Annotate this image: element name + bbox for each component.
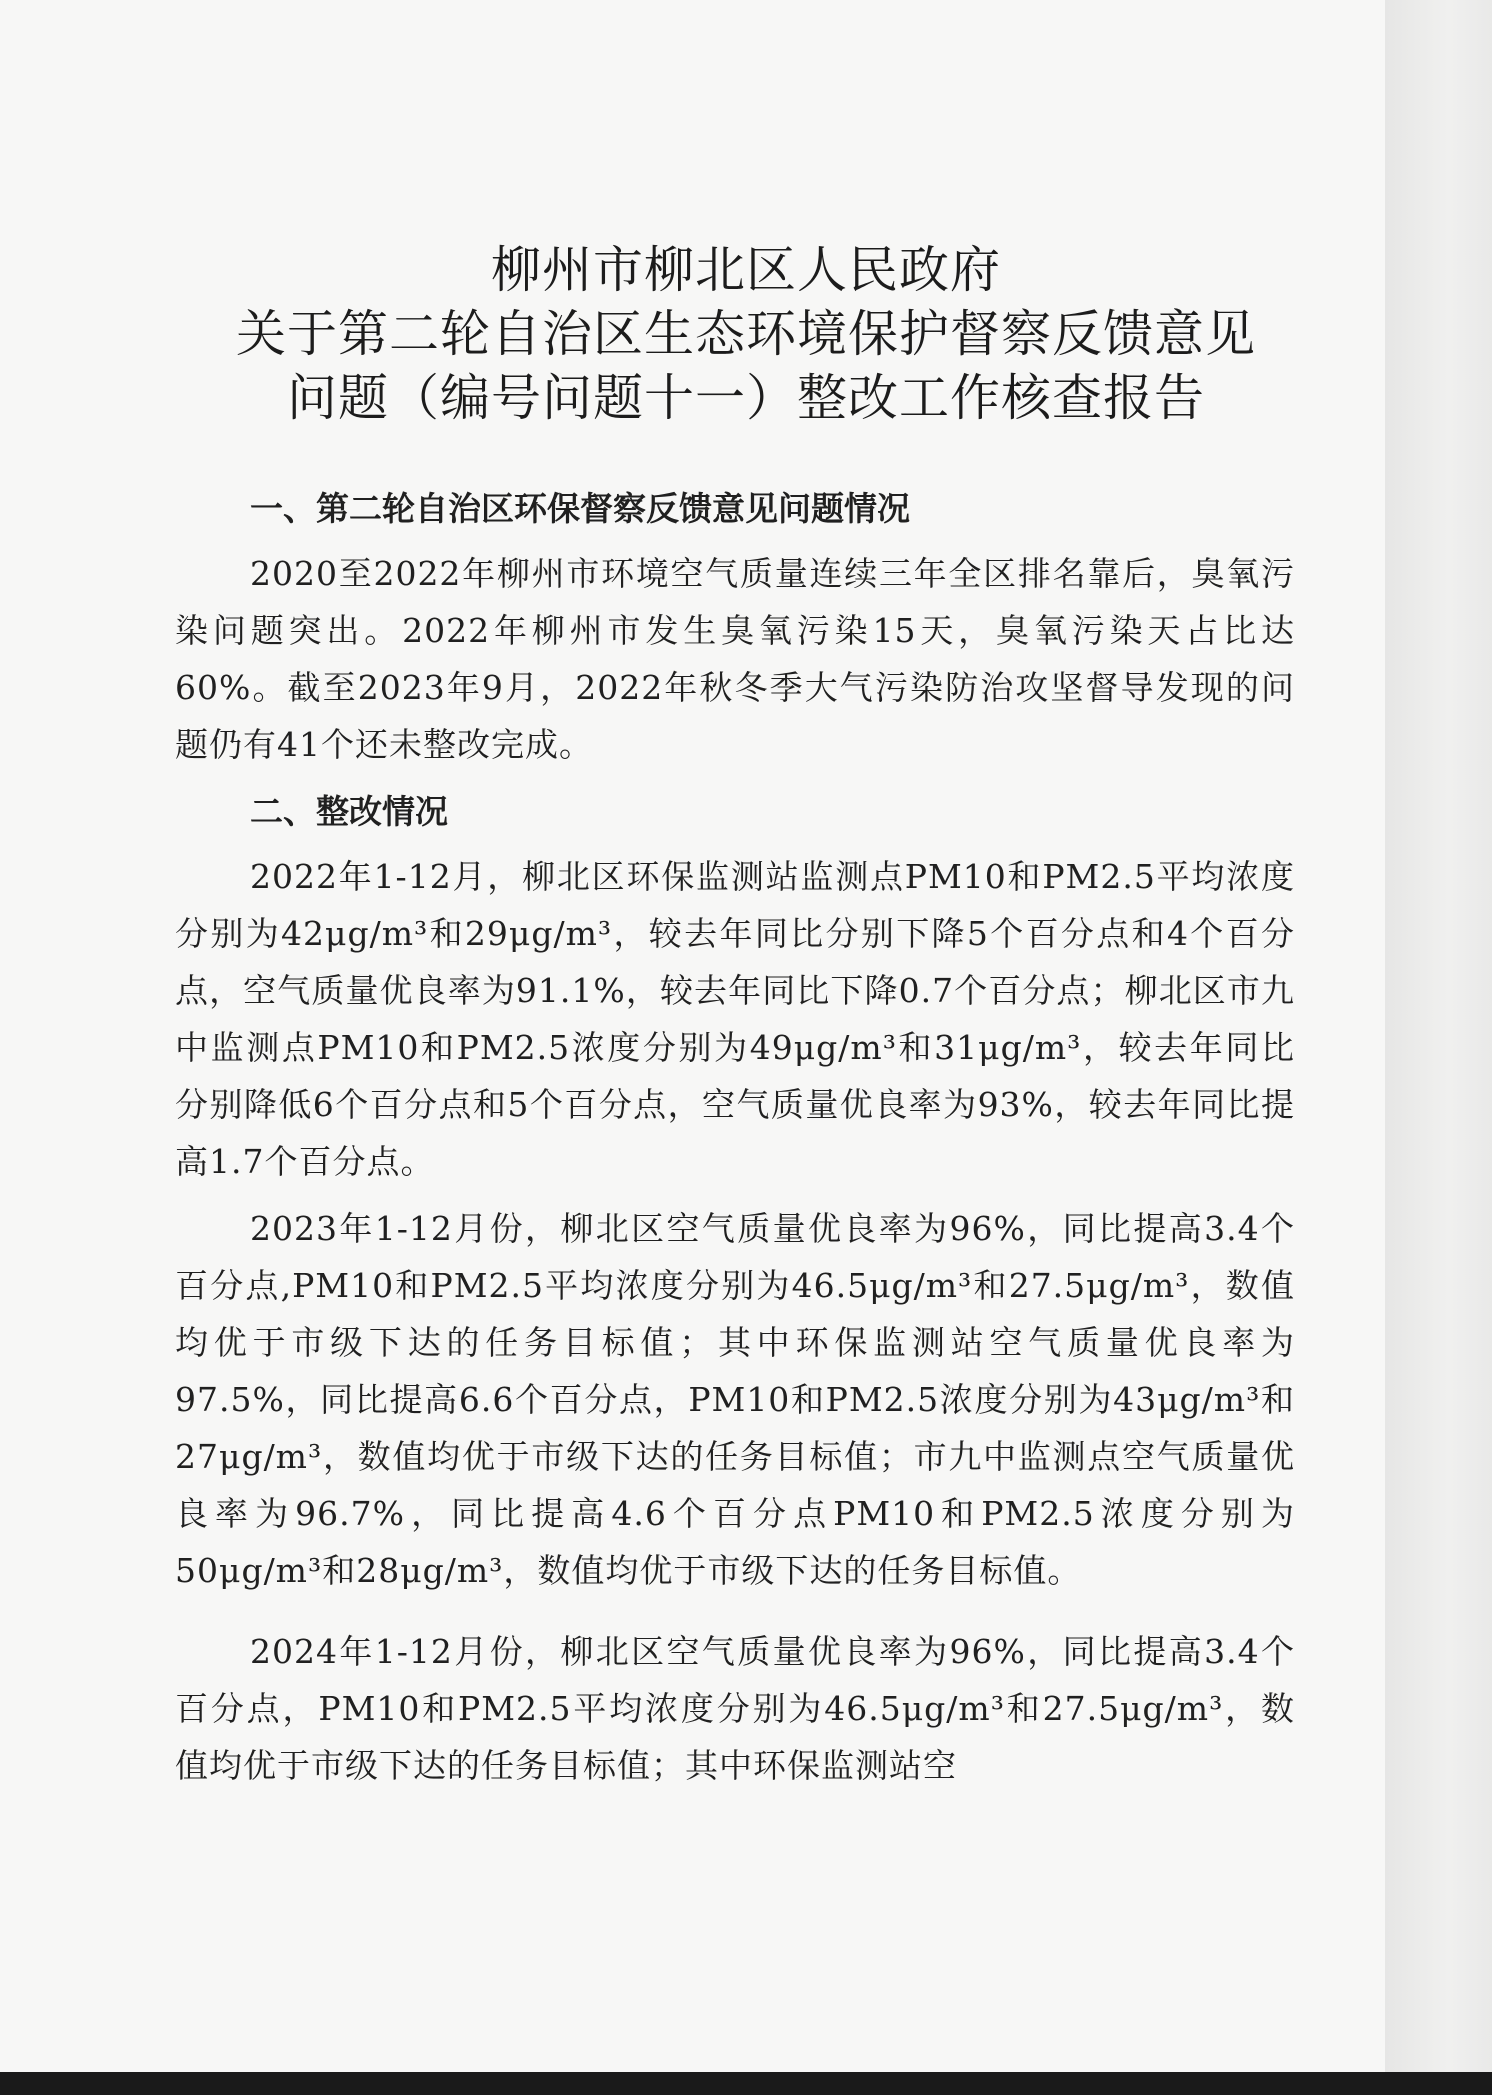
section-2-paragraph-3: 2024年1-12月份，柳北区空气质量优良率为96%，同比提高3.4个百分点，PM10和PM2.5平均浓度分别为46.5μg/m³和27.5μg/m³，数值均优于市级下达的任务目标值；其中环保监测站空 xyxy=(175,1632,1295,1785)
section-1-paragraph: 2020至2022年柳州市环境空气质量连续三年全区排名靠后，臭氧污染问题突出。2022年柳州市发生臭氧污染15天，臭氧污染天占比达60%。截至2023年9月，2022年秋冬季大气污染防治攻坚督导发现的问题仍有41个还未整改完成。 xyxy=(175,554,1295,764)
document-body xyxy=(175,480,1295,1804)
title-line-3: 问题（编号问题十一）整改工作核查报告 xyxy=(287,369,1205,427)
title-line-2: 关于第二轮自治区生态环境保护督察反馈意见 xyxy=(236,305,1256,363)
scan-border xyxy=(0,2072,1492,2095)
section-2-paragraph-1: 2022年1-12月，柳北区环保监测站监测点PM10和PM2.5平均浓度分别为42μg/m³和29μg/m³，较去年同比分别下降5个百分点和4个百分点，空气质量优良率为91.1%，较去年同比下降0.7个百分点；柳北区市九中监测点PM10和PM2.5浓度分别为49μg/m³和31μg/m³，较去年同比分别降低6个百分点和5个百分点，空气质量优良率为93%，较去年同比提高1.7个百分点。 xyxy=(175,857,1295,1181)
document-title xyxy=(0,238,1492,430)
section-2-paragraph-2: 2023年1-12月份，柳北区空气质量优良率为96%，同比提高3.4个百分点,PM10和PM2.5平均浓度分别为46.5μg/m³和27.5μg/m³，数值均优于市级下达的任务目标值；其中环保监测站空气质量优良率为97.5%，同比提高6.6个百分点，PM10和PM2.5浓度分别为43μg/m³和27μg/m³，数值均优于市级下达的任务目标值；市九中监测点空气质量优良率为96.7%，同比提高4.6个百分点PM10和PM2.5浓度分别为50μg/m³和28μg/m³，数值均优于市级下达的任务目标值。 xyxy=(175,1209,1295,1590)
section-1-heading: 一、第二轮自治区环保督察反馈意见问题情况 xyxy=(250,489,910,528)
title-line-1: 柳州市柳北区人民政府 xyxy=(491,241,1001,299)
section-2-heading: 二、整改情况 xyxy=(250,792,448,831)
